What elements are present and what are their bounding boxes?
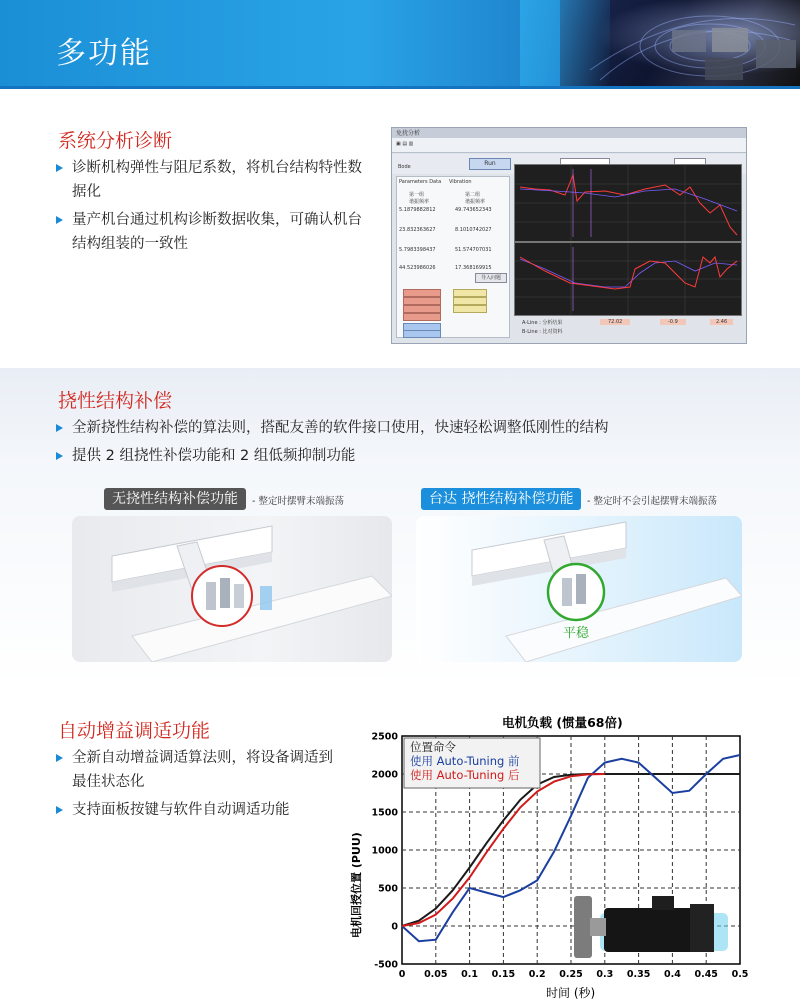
chart-xlabel: 时间 (秒) bbox=[546, 986, 596, 1000]
param-value: 5.1879882812 bbox=[399, 207, 436, 213]
param-value: 49.743652343 bbox=[455, 207, 492, 213]
x-tick-label: 0.5 bbox=[731, 969, 749, 980]
footer-readout bbox=[514, 316, 740, 338]
with-comp-tag: 台达 挠性结构补偿功能 bbox=[421, 488, 581, 510]
y-tick-label: 2000 bbox=[371, 769, 398, 781]
flex-comp-bullets bbox=[56, 416, 756, 472]
readout-value: 72.02 bbox=[600, 319, 630, 325]
y-tick-label: 1000 bbox=[371, 845, 398, 857]
legend-entry: 使用 Auto-Tuning 前 bbox=[410, 754, 520, 768]
parameters-panel bbox=[396, 176, 510, 338]
param-value: 51.574707031 bbox=[455, 247, 492, 253]
param-label: 第一组 bbox=[409, 192, 425, 198]
run-button[interactable]: Run bbox=[469, 158, 511, 170]
y-tick-label: 500 bbox=[378, 883, 398, 895]
tab-parameters[interactable]: Parameters Data bbox=[399, 179, 442, 185]
import-button[interactable]: 导入问题 bbox=[475, 273, 507, 283]
chart-title: 电机负载 (惯量68倍) bbox=[502, 715, 623, 730]
window-title: 免扰分析 bbox=[396, 130, 421, 137]
x-tick-label: 0.25 bbox=[559, 969, 583, 980]
bullet-item: 诊断机构弹性与阻尼系数，将机台结构特性数据化 bbox=[56, 156, 376, 204]
x-tick-label: 0 bbox=[398, 969, 406, 980]
window-titlebar bbox=[392, 128, 746, 138]
param-label: 谐振频率 bbox=[465, 199, 486, 205]
bullet-item: 量产机台通过机构诊断数据收集，可确认机台结构组装的一致性 bbox=[56, 208, 376, 256]
section-title-autotune: 自动增益调适功能 bbox=[58, 720, 211, 742]
analysis-software-screenshot bbox=[391, 127, 747, 344]
with-comp-note: - 整定时不会引起摆臂末端振荡 bbox=[587, 496, 717, 507]
bullet-item: 提供 2 组挠性补偿功能和 2 组低频抑制功能 bbox=[56, 444, 756, 468]
bullet-item: 支持面板按键与软件自动调适功能 bbox=[56, 798, 346, 822]
y-tick-label: 0 bbox=[391, 921, 398, 933]
param-value: 23.832363627 bbox=[399, 227, 436, 233]
result-cell bbox=[403, 313, 441, 321]
x-tick-label: 0.15 bbox=[491, 969, 516, 980]
x-tick-label: 0.1 bbox=[461, 969, 479, 980]
magnitude-plot bbox=[514, 164, 742, 242]
header-divider bbox=[0, 86, 800, 89]
x-tick-label: 0.2 bbox=[528, 969, 546, 980]
param-value: 17.368169915 bbox=[455, 265, 492, 271]
result-cell bbox=[453, 297, 487, 305]
x-tick-label: 0.4 bbox=[663, 969, 681, 980]
param-value: 8.1010742027 bbox=[455, 227, 492, 233]
header-fade bbox=[520, 0, 610, 86]
diagnosis-bullets bbox=[56, 156, 376, 260]
page-title: 多功能 bbox=[56, 36, 152, 71]
x-tick-label: 0.3 bbox=[596, 969, 614, 980]
bullet-item: 全新挠性结构补偿的算法则，搭配友善的软件接口使用，快速轻松调整低刚性的结构 bbox=[56, 416, 756, 440]
b-line-label: B-Line : 比对资料 bbox=[522, 329, 563, 335]
param-label: 谐振频率 bbox=[409, 199, 430, 205]
y-tick-label: 2500 bbox=[371, 731, 398, 743]
autotune-chart bbox=[360, 728, 760, 984]
param-value: 5.7983398437 bbox=[399, 247, 436, 253]
param-label: 第二组 bbox=[465, 192, 481, 198]
chart-ylabel: 电机回授位置 (PUU) bbox=[350, 832, 363, 938]
bullet-item: 全新自动增益调适算法则，将设备调适到最佳状态化 bbox=[56, 746, 346, 794]
x-tick-label: 0.05 bbox=[424, 969, 448, 980]
readout-value: -0.9 bbox=[660, 319, 686, 325]
autotune-bullets bbox=[56, 746, 346, 826]
x-tick-label: 0.35 bbox=[626, 969, 651, 980]
tab-bode[interactable]: Bode bbox=[398, 164, 411, 170]
toolbar-icons: ▣ ▤ ▥ bbox=[396, 141, 414, 147]
without-comp-illustration bbox=[72, 516, 392, 662]
result-cell bbox=[403, 297, 441, 305]
result-cell bbox=[403, 305, 441, 313]
y-tick-label: -500 bbox=[374, 959, 398, 971]
toolbar bbox=[392, 138, 746, 153]
result-cell bbox=[453, 289, 487, 297]
readout-value: 2.46 bbox=[710, 319, 733, 325]
x-tick-label: 0.45 bbox=[694, 969, 718, 980]
result-cell bbox=[403, 330, 441, 338]
result-cell bbox=[453, 305, 487, 313]
param-value: 44.523986026 bbox=[399, 265, 436, 271]
result-cell bbox=[403, 289, 441, 297]
tab-vibration[interactable]: Vibration bbox=[449, 179, 472, 185]
without-comp-note: - 整定时摆臂末端振荡 bbox=[252, 496, 344, 507]
y-tick-label: 1500 bbox=[371, 807, 398, 819]
section-title-flex-comp: 挠性结构补偿 bbox=[58, 390, 173, 412]
phase-plot bbox=[514, 242, 742, 316]
legend-entry: 使用 Auto-Tuning 后 bbox=[410, 768, 520, 782]
a-line-label: A-Line : 分析结果 bbox=[522, 320, 563, 326]
stable-label: 平稳 bbox=[563, 626, 590, 641]
without-comp-tag: 无挠性结构补偿功能 bbox=[104, 488, 246, 510]
legend-entry: 位置命令 bbox=[410, 740, 456, 754]
section-title-diagnosis: 系统分析诊断 bbox=[58, 130, 173, 152]
